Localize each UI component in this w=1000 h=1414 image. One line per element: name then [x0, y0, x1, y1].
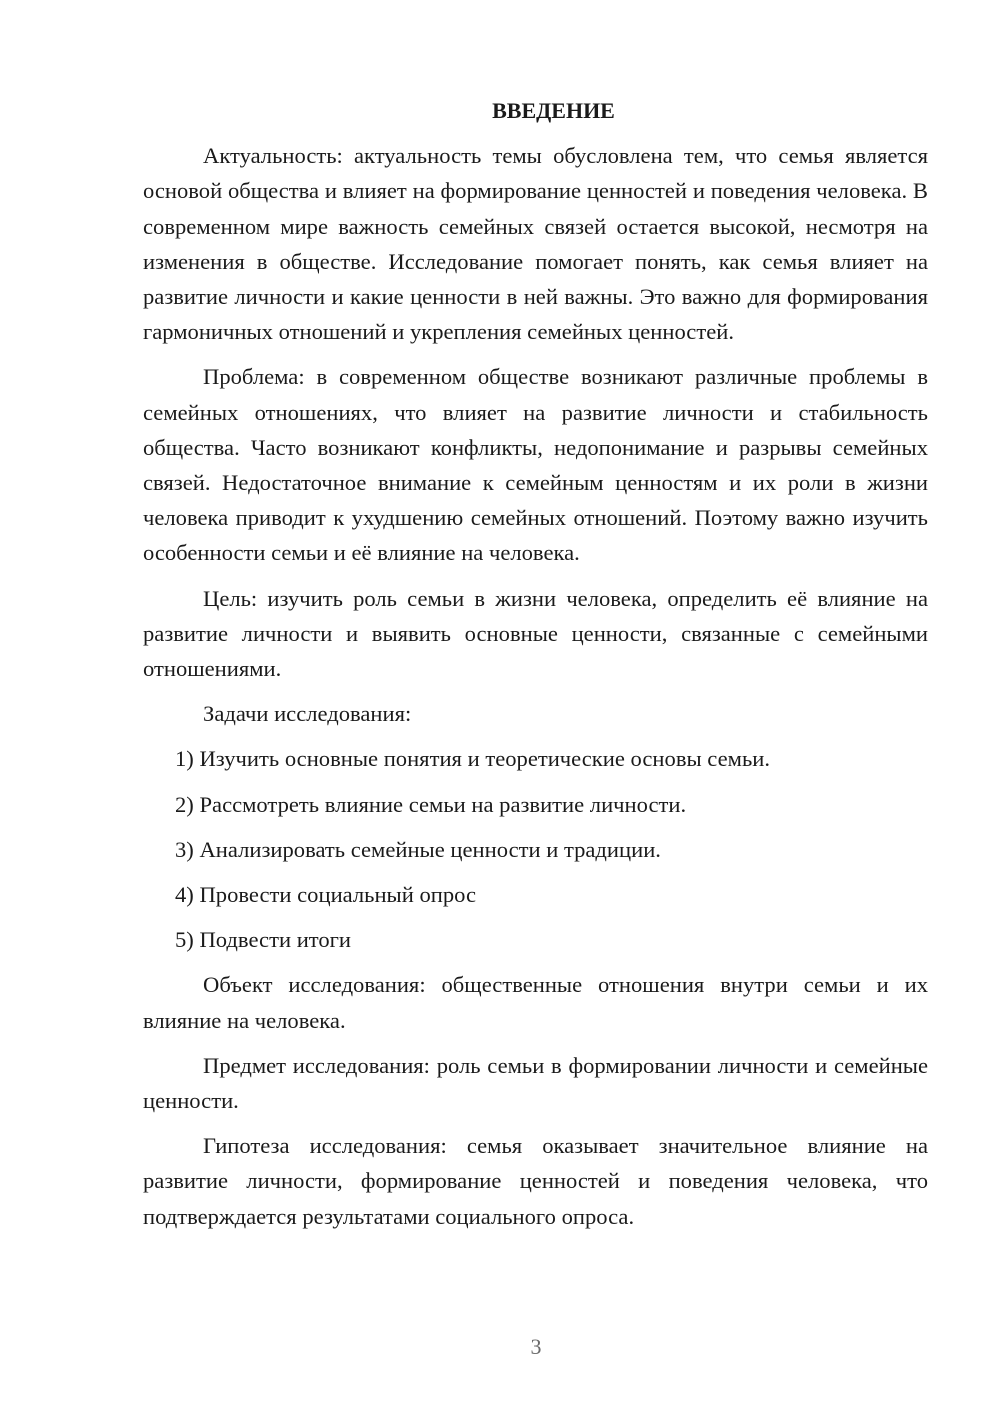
object-paragraph: Объект исследования: общественные отношения внутри семьи и их влияние на человека.	[143, 972, 928, 1033]
task-item: 1) Изучить основные понятия и теоретические основы семьи.	[175, 746, 770, 772]
section-title: ВВЕДЕНИЕ	[492, 98, 615, 123]
task-item: 4) Провести социальный опрос	[175, 882, 477, 908]
task-item: 5) Подвести итоги	[175, 927, 352, 953]
relevance-paragraph: Актуальность: актуальность темы обусловлена тем, что семья является основой общества и влияет на формирование ценностей и поведения человека. В современном мире важность семейных связей остается высокой, несмотря на изменения в обществе. Исследование помогает понять, как семья влияет на развитие личности и какие ценности в ней важны. Это важно для формирования гармоничных отношений и укрепления семейных ценностей.	[143, 143, 928, 345]
task-item: 3) Анализировать семейные ценности и традиции.	[175, 836, 661, 862]
page-number: 3	[530, 1334, 542, 1359]
page-content	[143, 93, 928, 1244]
problem-paragraph: Проблема: в современном обществе возникают различные проблемы в семейных отношениях, что влияет на развитие личности и стабильность общества. Часто возникают конфликты, недопонимание и разрывы семейных связей. Недостаточное внимание к семейным ценностям и их роли в жизни человека приводит к ухудшению семейных отношений. Поэтому важно изучить особенности семьи и её влияние на человека.	[143, 364, 928, 566]
goal-paragraph: Цель: изучить роль семьи в жизни человека, определить её влияние на развитие личности и выявить основные ценности, связанные с семейными отношениями.	[143, 585, 928, 682]
hypothesis-paragraph: Гипотеза исследования: семья оказывает значительное влияние на развитие личности, формирование ценностей и поведения человека, что подтверждается результатами социального опроса.	[143, 1133, 928, 1229]
task-item: 2) Рассмотреть влияние семьи на развитие личности.	[175, 791, 687, 817]
subject-paragraph: Предмет исследования: роль семьи в формировании личности и семейные ценности.	[143, 1052, 928, 1114]
tasks-heading: Задачи исследования:	[203, 701, 412, 727]
